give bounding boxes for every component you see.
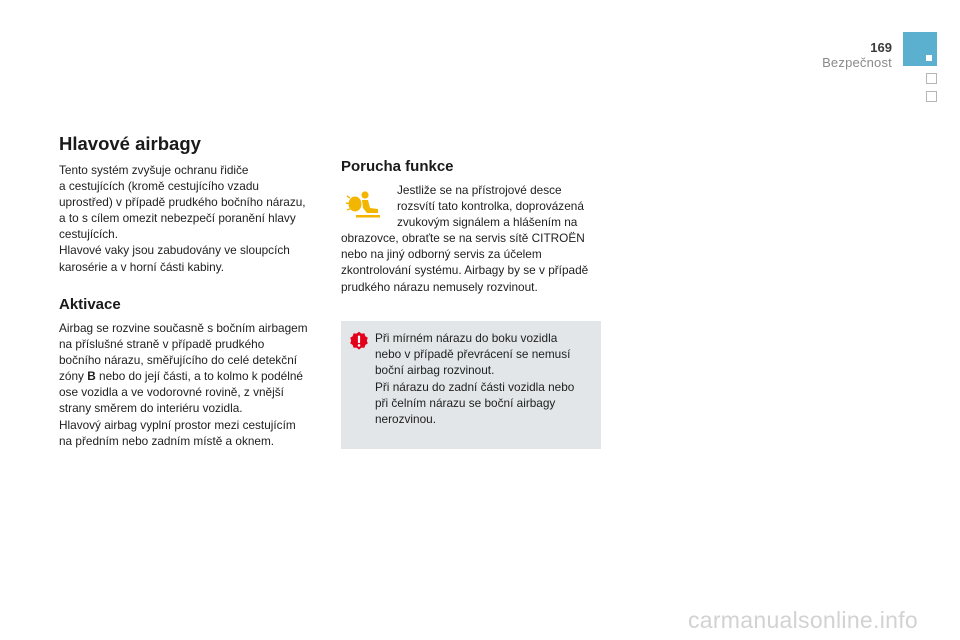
text-line: na příslušné straně v případě prudkého xyxy=(59,337,265,352)
text-line: rozsvítí tato kontrolka, doprovázená xyxy=(397,199,584,214)
text-line: na předním nebo zadním místě a oknem. xyxy=(59,433,275,448)
text-line: a cestujících (kromě cestujícího vzadu xyxy=(59,179,259,194)
text-line: uprostřed) v případě prudkého bočního nárazu, xyxy=(59,195,306,210)
text-line: obrazovce, obraťte se na servis sítě CITROËN xyxy=(341,231,585,246)
text-line: zkontrolování systému. Airbagy by se v případě xyxy=(341,263,589,278)
watermark: carmanualsonline.info xyxy=(687,607,918,633)
text-line: nebo v případě převrácení se nemusí xyxy=(375,347,571,362)
malfunction-heading: Porucha funkce xyxy=(341,158,454,175)
intro-paragraph xyxy=(59,162,329,275)
text-line: Při mírném nárazu do boku vozidla xyxy=(375,331,558,345)
text-line: strany směrem do interiéru vozidla. xyxy=(59,401,243,416)
section-tab[interactable] xyxy=(926,91,937,102)
text-line: Hlavový airbag vyplní prostor mezi cestujícím xyxy=(59,417,296,432)
zone-line xyxy=(59,368,331,384)
text-line: boční airbag rozvinout. xyxy=(375,363,495,378)
text-line: Tento systém zvyšuje ochranu řidiče xyxy=(59,163,249,177)
text-line: Při nárazu do zadní části vozidla nebo xyxy=(375,379,575,394)
text-line: bočního nárazu, směřujícího do celé detekční xyxy=(59,353,298,368)
text-line: Jestliže se na přístrojové desce xyxy=(397,183,562,197)
exclamation-icon xyxy=(349,331,369,351)
section-label: Bezpečnost xyxy=(822,55,892,70)
text-line: Airbag se rozvine současně s bočním airbagem xyxy=(59,321,308,335)
text-line: karosérie a v horní části kabiny. xyxy=(59,259,225,274)
text-line: a to s cílem omezit nebezpečí poranění hlavy xyxy=(59,211,296,226)
text-line: cestujících. xyxy=(59,227,119,242)
text-line: ose vozidla a ve vodorovné rovině, z vnější xyxy=(59,385,284,400)
section-tab-active[interactable] xyxy=(903,32,937,66)
zone-letter: B xyxy=(87,369,96,384)
text-line: zvukovým signálem a hlášením na xyxy=(397,215,578,230)
text-line: Hlavové vaky jsou zabudovány ve sloupcích xyxy=(59,243,290,258)
text-line: prudkého nárazu nemusely rozvinout. xyxy=(341,279,538,294)
zone-suffix: nebo do její části, a to kolmo k podélné xyxy=(95,369,303,384)
tab-marker-icon xyxy=(926,55,932,61)
zone-prefix: zóny xyxy=(59,369,88,384)
activation-paragraph xyxy=(59,320,331,449)
page-title: Hlavové airbagy xyxy=(59,133,201,154)
text-line: nerozvinou. xyxy=(375,412,436,427)
activation-heading: Aktivace xyxy=(59,296,121,313)
malfunction-paragraph xyxy=(341,182,603,295)
section-tab[interactable] xyxy=(926,73,937,84)
text-line: nebo na jiný odborný servis za účelem xyxy=(341,247,542,262)
note-text xyxy=(375,330,597,427)
text-line: při čelním nárazu se boční airbagy xyxy=(375,395,556,410)
page-number: 169 xyxy=(870,40,892,55)
icon-spacer xyxy=(341,182,397,228)
warning-note xyxy=(341,321,601,449)
